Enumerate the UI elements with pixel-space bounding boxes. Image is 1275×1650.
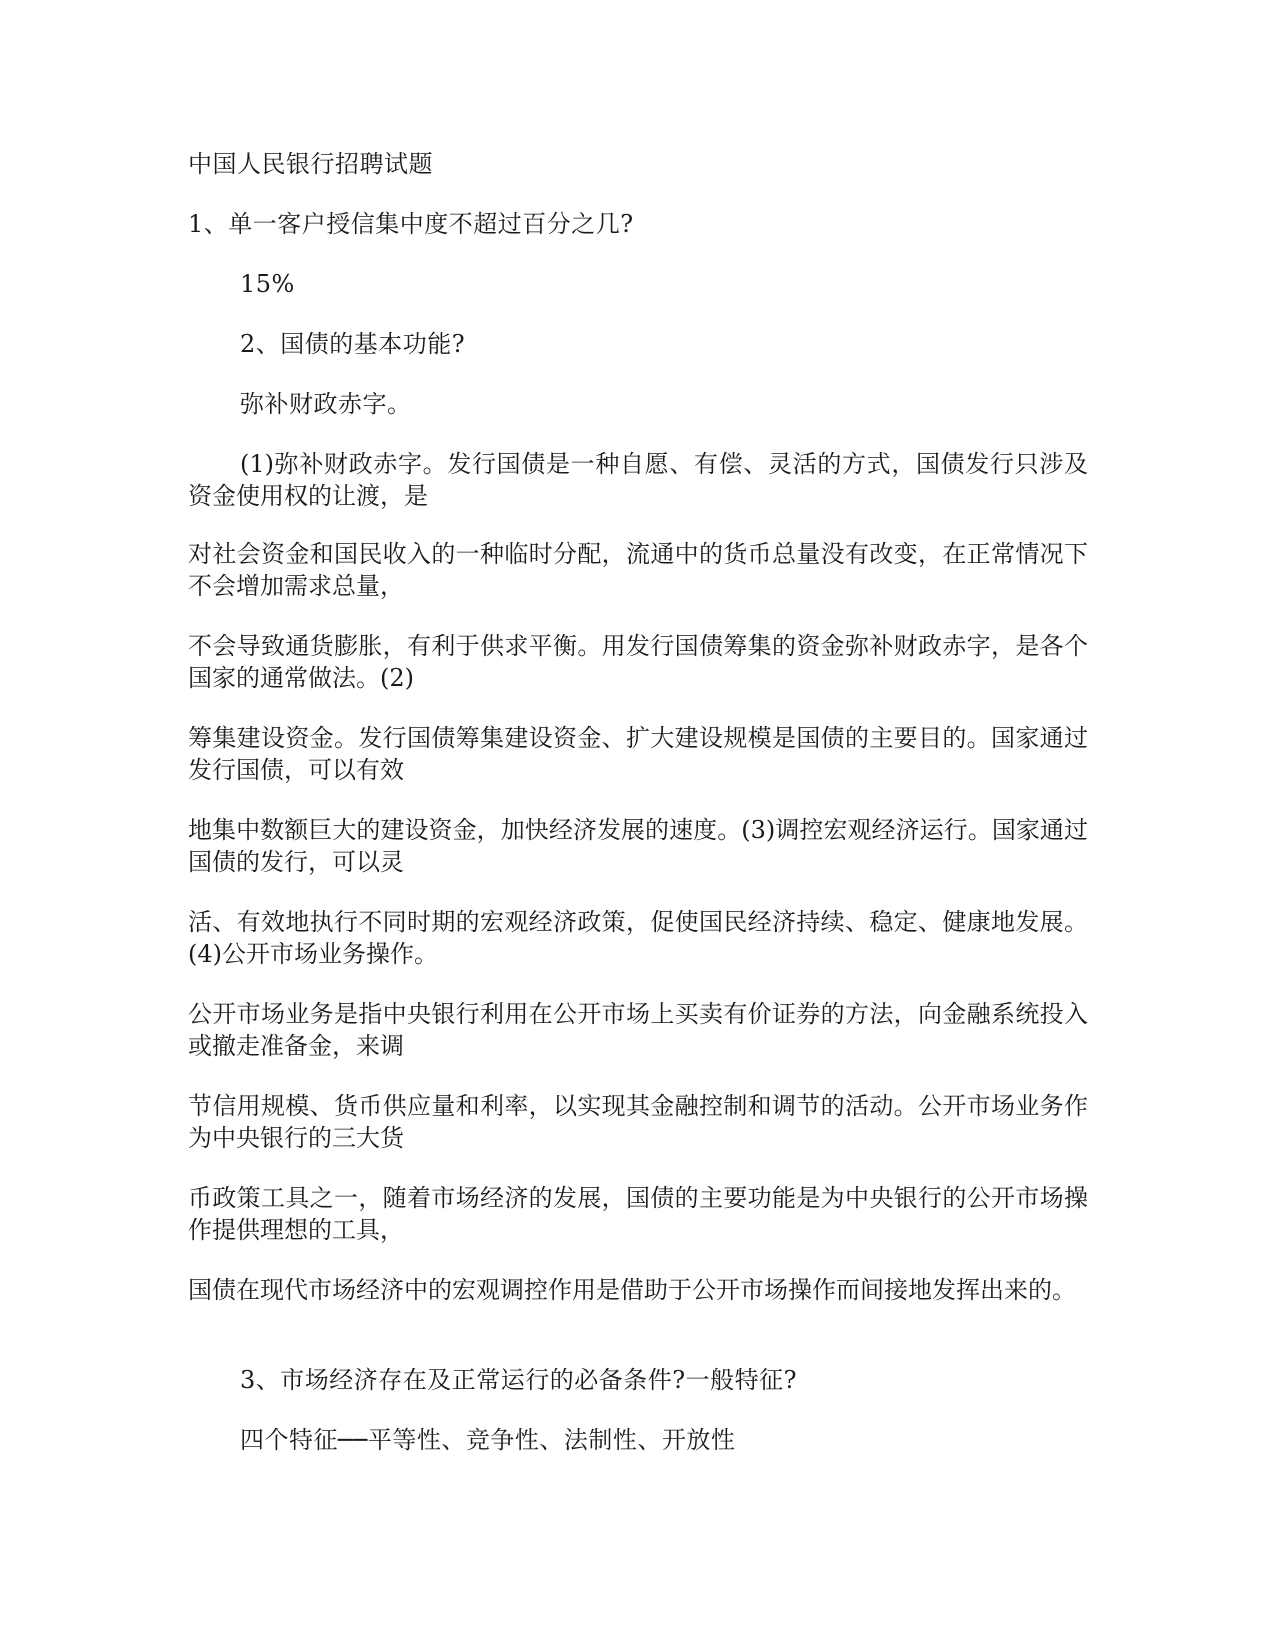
paragraph-10: 国债在现代市场经济中的宏观调控作用是借助于公开市场操作而间接地发挥出来的。: [188, 1276, 1076, 1304]
question-1: 1、单一客户授信集中度不超过百分之几?: [188, 210, 634, 238]
answer-1: 15%: [240, 270, 295, 298]
paragraph-5: 地集中数额巨大的建设资金，加快经济发展的速度。(3)调控宏观经济运行。国家通过国债的发行，可以灵: [188, 816, 1088, 876]
document-title: 中国人民银行招聘试题: [188, 150, 433, 178]
paragraph-6: 活、有效地执行不同时期的宏观经济政策，促使国民经济持续、稳定、健康地发展。(4)公开市场业务操作。: [188, 908, 1088, 968]
question-2: 2、国债的基本功能?: [240, 330, 466, 358]
answer-2-summary: 弥补财政赤字。: [240, 390, 412, 418]
answer-3: 四个特征──平等性、竞争性、法制性、开放性: [240, 1426, 736, 1454]
paragraph-3: 不会导致通货膨胀，有利于供求平衡。用发行国债筹集的资金弥补财政赤字，是各个国家的通常做法。(2): [188, 632, 1088, 692]
paragraph-9: 币政策工具之一，随着市场经济的发展，国债的主要功能是为中央银行的公开市场操作提供理想的工具，: [188, 1184, 1088, 1244]
question-3: 3、市场经济存在及正常运行的必备条件?一般特征?: [240, 1366, 798, 1394]
paragraph-4: 筹集建设资金。发行国债筹集建设资金、扩大建设规模是国债的主要目的。国家通过发行国债，可以有效: [188, 724, 1088, 784]
paragraph-1: (1)弥补财政赤字。发行国债是一种自愿、有偿、灵活的方式，国债发行只涉及资金使用权的让渡，是: [188, 450, 1088, 510]
paragraph-7: 公开市场业务是指中央银行利用在公开市场上买卖有价证券的方法，向金融系统投入或撤走准备金，来调: [188, 1000, 1088, 1060]
paragraph-2: 对社会资金和国民收入的一种临时分配，流通中的货币总量没有改变，在正常情况下不会增加需求总量，: [188, 540, 1088, 600]
paragraph-8: 节信用规模、货币供应量和利率，以实现其金融控制和调节的活动。公开市场业务作为中央银行的三大货: [188, 1092, 1088, 1152]
